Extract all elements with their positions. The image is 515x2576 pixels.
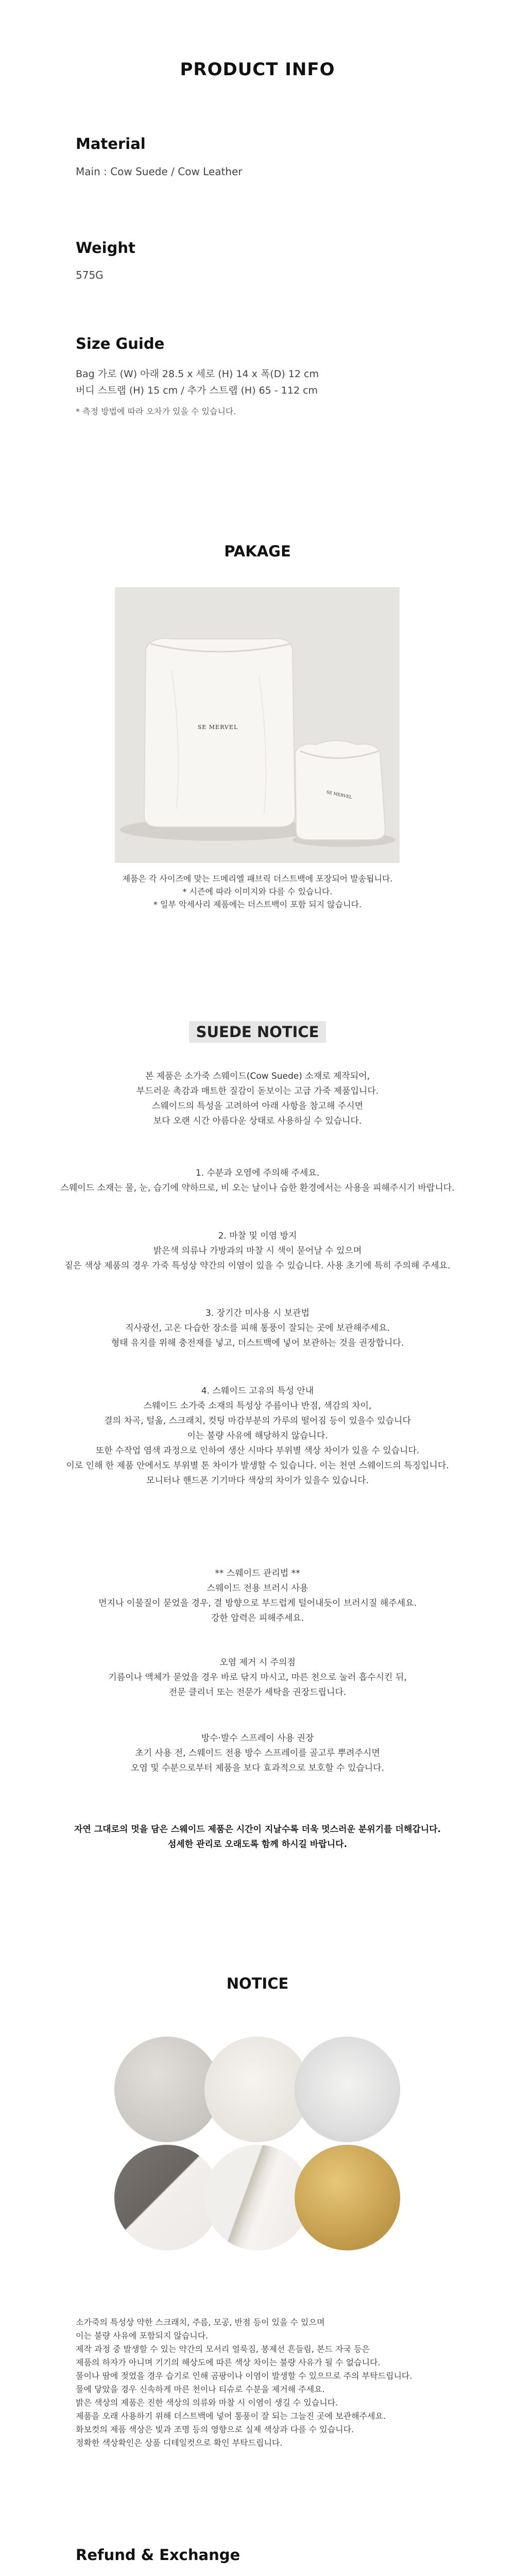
weight-value: 575G: [76, 269, 104, 281]
suede-notice-header: [0, 1021, 515, 1043]
suede-item-line: 직사광선, 고온 다습한 장소를 피해 통풍이 잘되는 곳에 보관해주세요.: [125, 1323, 390, 1333]
suede-care-line: 강한 압력은 피해주세요.: [211, 1613, 304, 1623]
suede-item-2: [0, 1229, 515, 1274]
suede-item-line: 밝은색 의류나 가방과의 마찰 시 색이 묻어날 수 있으며: [153, 1246, 362, 1256]
suede-care-line: 먼지나 이물질이 묻었을 경우, 결 방향으로 부드럽게 털어내듯이 브러시질 해주세요.: [98, 1598, 417, 1608]
suede-closing: [0, 1822, 515, 1852]
suede-care-line: 초기 사용 전, 스웨이드 전용 방수 스프레이를 골고루 뿌려주시면: [135, 1748, 380, 1758]
suede-intro-line: 부드러운 촉감과 매트한 질감이 돋보이는 고급 가죽 제품입니다.: [136, 1086, 379, 1096]
suede-item-line: 형태 유지를 위해 충전재를 넣고, 더스트백에 넣어 보관하는 것을 권장합니다.: [111, 1338, 404, 1348]
notice-title: NOTICE: [226, 1975, 289, 1992]
suede-intro-line: 본 제품은 소가죽 스웨이드(Cow Suede) 소재로 제작되어,: [145, 1071, 370, 1081]
dust-bag-brand-small: SE MERVEL: [325, 789, 353, 800]
notice-line: 정확한 색상확인은 상품 디테일컷으로 확인 부탁드립니다.: [76, 2438, 283, 2448]
suede-item-4: [0, 1384, 515, 1488]
suede-item-3: [0, 1306, 515, 1351]
suede-item-line: 스웨이드 소가죽 소재의 특성상 주름이나 반점, 색감의 차이,: [143, 1401, 372, 1411]
suede-closing-line: 섬세한 관리로 오래도록 함께 하시길 바랍니다.: [167, 1839, 348, 1850]
suede-care-section: [0, 1566, 515, 1626]
suede-care-line: 방수·발수 스프레이 사용 권장: [201, 1733, 314, 1743]
suede-care-line: 오염 및 수분으로부터 제품을 보다 효과적으로 보호할 수 있습니다.: [130, 1763, 385, 1773]
suede-item-heading: 3. 장기간 미사용 시 보관법: [205, 1308, 310, 1318]
suede-notice-title: SUEDE NOTICE: [189, 1021, 327, 1043]
notice-line: 제품의 하자가 아니며 기기의 해상도에 따른 색상 차이는 불량 사유가 될 수 없습니다.: [76, 2358, 381, 2367]
suede-item-line: 결의 차곡, 털옮, 스크래치, 컷팅 마감부분의 가루의 떨어짐 등이 있을수 있습니다: [104, 1416, 411, 1426]
product-info-title: PRODUCT INFO: [180, 59, 335, 80]
notice-line: 소가죽의 특성상 약한 스크래치, 주름, 모공, 반점 등이 있을 수 있으며: [76, 2317, 325, 2327]
package-line: 제품은 각 사이즈에 맞는 드메리엘 패브릭 더스트백에 포장되어 발송됩니다.: [122, 874, 393, 884]
package-title: PAKAGE: [224, 543, 291, 560]
suede-intro: [0, 1069, 515, 1129]
suede-item-line: 또한 수작업 염색 과정으로 인하여 생산 시마다 부위별 색상 차이가 있을 수 있습니다.: [95, 1446, 420, 1456]
pebbled-leather-swatch: [295, 2037, 400, 2142]
suede-care-line: 오염 제거 시 주의점: [219, 1657, 296, 1668]
notice-line: 밝은 색상의 제품은 진한 색상의 의류와 마찰 시 이염이 생길 수 있습니다.: [76, 2398, 338, 2408]
size-guide-label: Size Guide: [76, 335, 165, 352]
dust-bag-photo: [115, 587, 400, 863]
gold-hardware-swatch: [295, 2145, 400, 2250]
suede-intro-line: 스웨이드의 특성을 고려하여 아래 사항을 참고해 주시면: [151, 1101, 364, 1111]
material-value: Main : Cow Suede / Cow Leather: [76, 165, 243, 178]
suede-item-heading: 4. 스웨이드 고유의 특성 안내: [201, 1386, 314, 1396]
suede-item-heading: 1. 수분과 오염에 주의해 주세요.: [195, 1168, 320, 1178]
weight-label: Weight: [76, 239, 135, 257]
package-header: [0, 543, 515, 560]
suede-care-group-2: [0, 1655, 515, 1700]
notice-line: 제작 과정 중 발생할 수 있는 약간의 모서리 얼룩짐, 봉제선 흔들림, 본드 자국 등은: [76, 2344, 370, 2354]
package-description: [0, 872, 515, 911]
suede-intro-line: 보다 오랜 시간 아름다운 상태로 사용하실 수 있습니다.: [153, 1116, 362, 1126]
size-note: * 측정 방법에 따라 오차가 있을 수 있습니다.: [76, 406, 236, 416]
suede-item-line: 스웨이드 소재는 물, 눈, 습기에 약하므로, 비 오는 날이나 습한 환경에서는 사용을 피해주시기 바랍니다.: [60, 1183, 455, 1193]
notice-line: 제품을 오래 사용하기 위해 더스트백에 넣어 통풍이 잘 되는 그늘진 곳에 보관해주세요.: [76, 2411, 386, 2421]
suede-care-title: ** 스웨이드 관리법 **: [215, 1568, 300, 1579]
product-info-header: [0, 59, 515, 80]
suede-care-group-3: [0, 1731, 515, 1776]
suede-item-line: 모니터나 핸드폰 기기마다 색상의 차이가 있을수 있습니다.: [146, 1476, 369, 1486]
size-line-bag: Bag 가로 (W) 아래 28.5 x 세로 (H) 14 x 폭(D) 12 cm: [76, 368, 319, 380]
notice-line: 물에 닿았을 경우 신속하게 마른 천이나 티슈로 수분을 제거해 주세요.: [76, 2384, 325, 2394]
suede-item-line: 이로 인해 한 제품 안에서도 부위별 톤 차이가 발생할 수 있습니다. 이는 천연 스웨이드의 특징입니다.: [66, 1461, 449, 1471]
dust-bag-brand-large: SE MERVEL: [197, 724, 238, 731]
suede-care-line: 기름이나 액체가 묻었을 경우 바로 닦지 마시고, 마른 천으로 눌러 흡수시킨 뒤,: [108, 1672, 407, 1683]
notice-line: 이는 불량 사유에 포함되지 않습니다.: [76, 2331, 209, 2341]
suede-care-line: 스웨이드 전용 브러시 사용: [207, 1583, 308, 1594]
suede-item-1: [0, 1166, 515, 1196]
refund-title: Refund & Exchange: [76, 2546, 241, 2564]
package-line: * 일부 악세사리 제품에는 더스트백이 포함 되지 않습니다.: [153, 900, 362, 909]
suede-item-line: 짙은 색상 제품의 경우 가죽 특성상 약간의 이염이 있을 수 있습니다. 사용 초기에 특히 주의해 주세요.: [64, 1261, 451, 1271]
notice-line: 물이나 땀에 젖었을 경우 습기로 인해 곰팡이나 이염이 발생할 수 있으므로 주의 부탁드립니다.: [76, 2371, 413, 2381]
suede-item-heading: 2. 마찰 및 이염 방지: [218, 1231, 297, 1241]
dust-bag-illustration: [115, 587, 400, 863]
suede-item-line: 이는 불량 사유에 해당하지 않습니다.: [187, 1431, 328, 1441]
notice-header: [0, 1975, 515, 1992]
notice-description: [76, 2316, 467, 2450]
size-line-strap: 버디 스트랩 (H) 15 cm / 추가 스트랩 (H) 65 - 112 cm: [76, 385, 318, 396]
package-line: * 시즌에 따라 이미지와 다를 수 있습니다.: [182, 887, 333, 896]
notice-line: 화보컷의 제품 색상은 빛과 조명 등의 영향으로 실제 색상과 다를 수 있습니다.: [76, 2425, 354, 2434]
material-label: Material: [76, 135, 146, 152]
suede-care-line: 전문 클리너 또는 전문가 세탁을 권장드립니다.: [168, 1687, 347, 1698]
suede-closing-line: 자연 그대로의 멋을 담은 스웨이드 제품은 시간이 지날수록 더욱 멋스러운 분위기를 더해갑니다.: [74, 1824, 441, 1835]
